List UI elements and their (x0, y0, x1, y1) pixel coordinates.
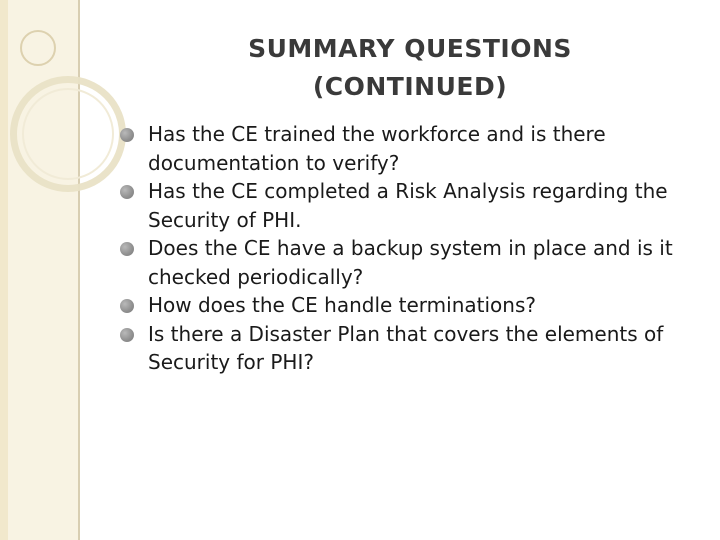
decorative-inner-circle (22, 88, 114, 180)
slide-title (150, 30, 670, 106)
bullet-item (120, 177, 700, 234)
bullet-dot-icon (120, 299, 134, 313)
bullet-item (120, 234, 700, 291)
slide-title-line-2: (CONTINUED) (312, 72, 508, 101)
bullet-text: Has the CE trained the workforce and is there documentation to verify? (148, 122, 606, 175)
bullet-text: Is there a Disaster Plan that covers the elements of Security for PHI? (148, 321, 664, 374)
bullet-item (120, 120, 700, 177)
bullet-item (120, 291, 700, 320)
bullet-dot-icon (120, 185, 134, 199)
bullet-dot-icon (120, 328, 134, 342)
bullet-dot-icon (120, 128, 134, 142)
bullet-text: Does the CE have a backup system in place and is it checked periodically? (148, 236, 673, 289)
slide-title-line-1: SUMMARY QUESTIONS (248, 34, 572, 63)
decorative-small-circle (20, 30, 56, 66)
bullet-list (120, 120, 700, 377)
side-decoration-strip (0, 0, 8, 540)
bullet-dot-icon (120, 242, 134, 256)
bullet-item (120, 320, 700, 377)
bullet-text: Has the CE completed a Risk Analysis regarding the Security of PHI. (148, 179, 668, 232)
bullet-text: How does the CE handle terminations? (148, 293, 536, 317)
